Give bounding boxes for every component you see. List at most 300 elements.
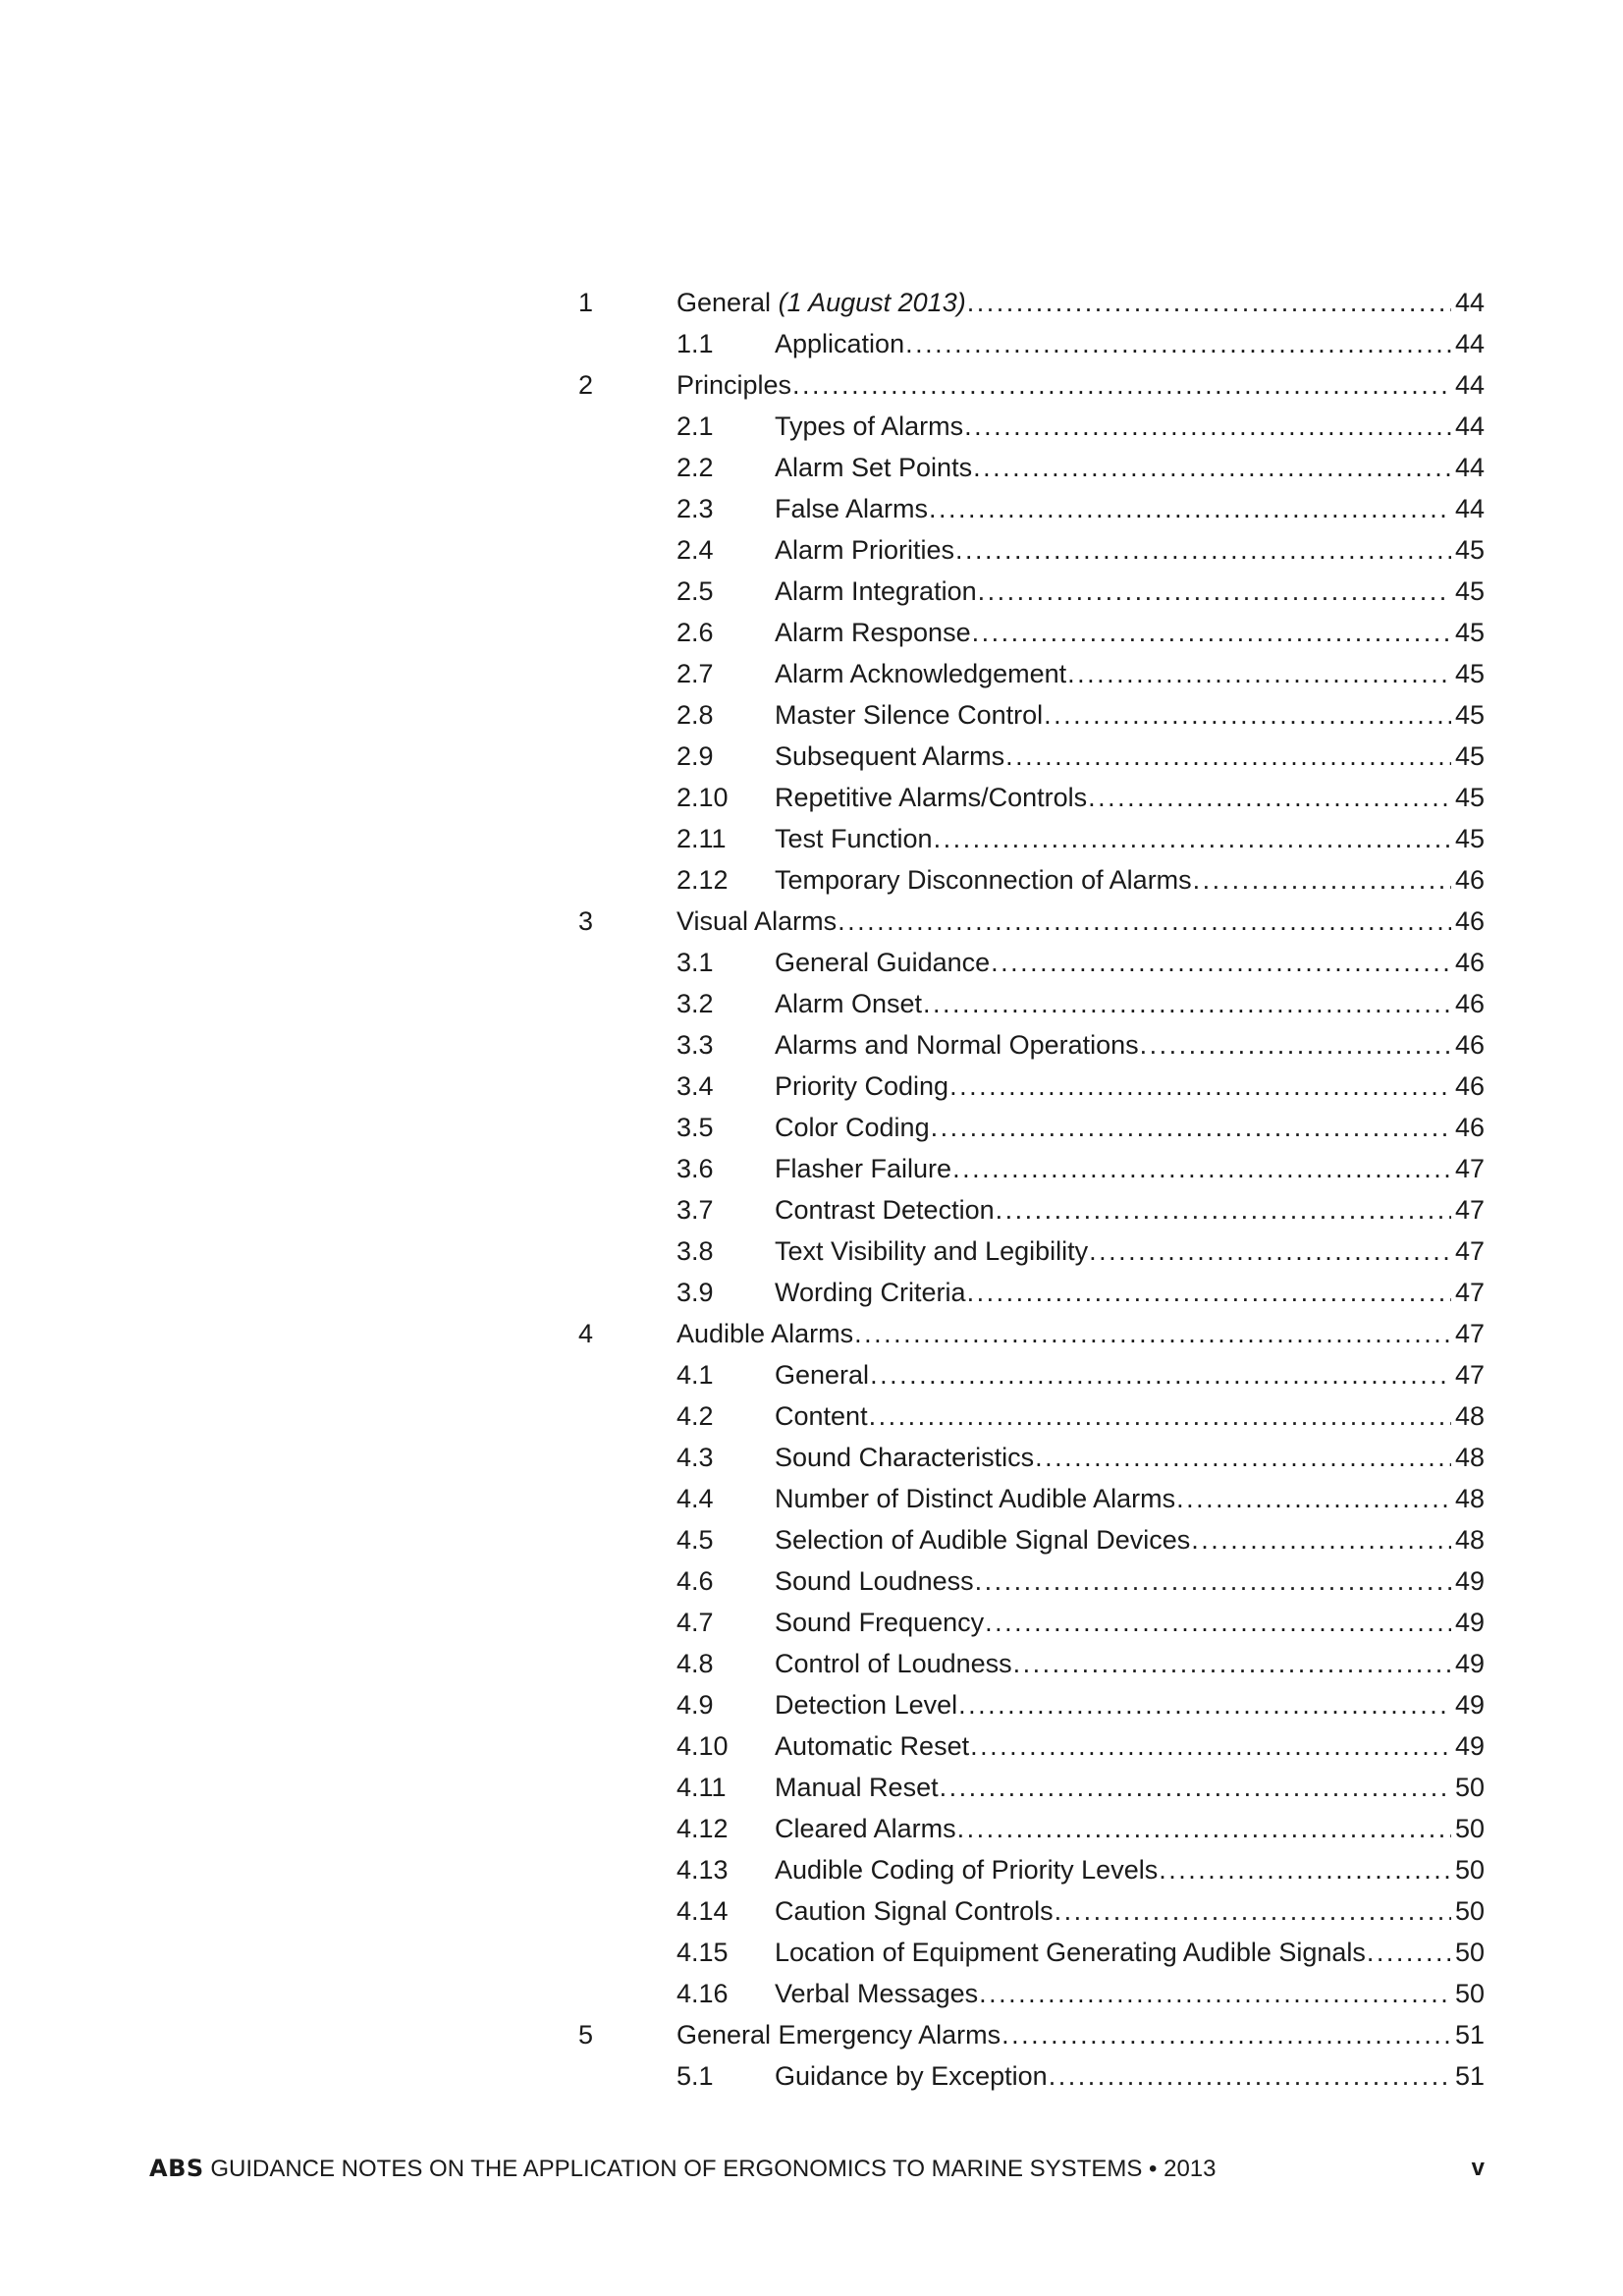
toc-entry-title-wrap bbox=[775, 1395, 868, 1437]
toc-entry-page: 47 bbox=[1454, 1236, 1485, 1266]
toc-entry-title-wrap bbox=[775, 1602, 984, 1643]
toc-entry-line bbox=[775, 1066, 1485, 1107]
dot-leader bbox=[931, 1107, 1451, 1148]
toc-entry-title: Content bbox=[775, 1401, 868, 1431]
toc-entry-title-wrap bbox=[775, 1973, 978, 2014]
toc-entry-line bbox=[775, 406, 1485, 447]
toc-entry-line bbox=[775, 1643, 1485, 1684]
dot-leader bbox=[979, 1973, 1451, 2014]
toc-entry-title-wrap bbox=[775, 736, 1004, 777]
toc-subsection-entry[interactable] bbox=[0, 1725, 1623, 1767]
toc-entry-title: Sound Frequency bbox=[775, 1608, 985, 1637]
toc-entry-number: 3.4 bbox=[676, 1071, 714, 1101]
toc-entry-title-wrap bbox=[775, 323, 904, 364]
toc-entry-title: Selection of Audible Signal Devices bbox=[775, 1525, 1191, 1555]
toc-entry-title: Verbal Messages bbox=[775, 1979, 979, 2008]
toc-entry-number: 4.6 bbox=[676, 1566, 714, 1596]
toc-entry-title-wrap bbox=[775, 1272, 966, 1313]
toc-entry-page: 47 bbox=[1454, 1278, 1485, 1307]
toc-subsection-entry[interactable] bbox=[0, 653, 1623, 694]
toc-entry-number: 4 bbox=[578, 1319, 594, 1348]
toc-entry-line bbox=[676, 901, 1485, 942]
toc-entry-title-wrap bbox=[775, 571, 977, 612]
toc-entry-number: 3.6 bbox=[676, 1154, 714, 1183]
dot-leader bbox=[1088, 777, 1451, 818]
toc-entry-page: 51 bbox=[1454, 2061, 1485, 2091]
toc-entry-title: Wording Criteria bbox=[775, 1278, 966, 1307]
toc-entry-line bbox=[775, 1890, 1485, 1932]
dot-leader bbox=[1191, 1519, 1451, 1560]
toc-entry-title-wrap bbox=[676, 901, 837, 942]
toc-entry-title: Sound Characteristics bbox=[775, 1443, 1035, 1472]
dot-leader bbox=[1044, 694, 1451, 736]
toc-entry-title-wrap bbox=[676, 2014, 1001, 2055]
toc-entry-page: 49 bbox=[1454, 1608, 1485, 1637]
toc-entry-title: Text Visibility and Legibility bbox=[775, 1236, 1089, 1266]
toc-entry-number: 2.1 bbox=[676, 411, 714, 441]
toc-entry-number: 2.11 bbox=[676, 824, 727, 853]
dot-leader bbox=[1005, 736, 1451, 777]
toc-entry-page: 49 bbox=[1454, 1731, 1485, 1761]
toc-entry-page: 45 bbox=[1454, 824, 1485, 853]
toc-subsection-entry[interactable] bbox=[0, 1354, 1623, 1395]
dot-leader bbox=[1055, 1890, 1451, 1932]
toc-subsection-entry[interactable] bbox=[0, 1643, 1623, 1684]
toc-entry-line bbox=[775, 694, 1485, 736]
toc-entry-line bbox=[775, 653, 1485, 694]
toc-entry-page: 50 bbox=[1454, 1814, 1485, 1843]
toc-entry-title: Cleared Alarms bbox=[775, 1814, 956, 1843]
toc-entry-title-wrap bbox=[775, 1066, 948, 1107]
footer-title: GUIDANCE NOTES ON THE APPLICATION OF ERGONOMICS TO MARINE SYSTEMS • 2013 bbox=[210, 2156, 1217, 2182]
toc-entry-title-wrap bbox=[775, 942, 990, 983]
toc-entry-title-wrap bbox=[775, 818, 933, 859]
toc-entry-title-wrap bbox=[775, 1767, 939, 1808]
toc-entry-page: 45 bbox=[1454, 659, 1485, 688]
dot-leader bbox=[958, 1684, 1451, 1725]
toc-subsection-entry[interactable] bbox=[0, 2055, 1623, 2097]
dot-leader bbox=[967, 282, 1451, 323]
toc-subsection-entry[interactable] bbox=[0, 1024, 1623, 1066]
toc-entry-title: Master Silence Control bbox=[775, 700, 1044, 730]
toc-subsection-entry[interactable] bbox=[0, 323, 1623, 364]
toc-entry-page: 46 bbox=[1454, 948, 1485, 977]
toc-entry-title: Subsequent Alarms bbox=[775, 741, 1005, 771]
dot-leader bbox=[1193, 859, 1451, 901]
toc-entry-number: 4.1 bbox=[676, 1360, 714, 1390]
toc-entry-page: 45 bbox=[1454, 741, 1485, 771]
dot-leader bbox=[978, 571, 1451, 612]
dot-leader bbox=[970, 1725, 1451, 1767]
toc-entry-line bbox=[775, 1437, 1485, 1478]
dot-leader bbox=[934, 818, 1451, 859]
toc-entry-page: 50 bbox=[1454, 1896, 1485, 1926]
toc-entry-title: Alarm Onset bbox=[775, 989, 923, 1018]
toc-entry-number: 1.1 bbox=[676, 329, 714, 358]
toc-entry-line bbox=[775, 1973, 1485, 2014]
toc-entry-page: 45 bbox=[1454, 700, 1485, 730]
table-of-contents bbox=[0, 282, 1623, 2097]
toc-entry-title-wrap bbox=[775, 1643, 1012, 1684]
toc-entry-title: False Alarms bbox=[775, 494, 929, 523]
toc-entry-line bbox=[775, 1024, 1485, 1066]
toc-entry-number: 4.2 bbox=[676, 1401, 714, 1431]
toc-entry-title-wrap bbox=[775, 529, 954, 571]
dot-leader bbox=[957, 1808, 1451, 1849]
toc-entry-number: 2.10 bbox=[676, 783, 729, 812]
dot-leader bbox=[905, 323, 1451, 364]
toc-entry-page: 50 bbox=[1454, 1855, 1485, 1885]
dot-leader bbox=[1013, 1643, 1451, 1684]
dot-leader bbox=[996, 1189, 1451, 1230]
toc-entry-line bbox=[775, 1230, 1485, 1272]
toc-entry-title-wrap bbox=[775, 1437, 1034, 1478]
toc-entry-line bbox=[775, 1808, 1485, 1849]
toc-entry-number: 3.7 bbox=[676, 1195, 714, 1225]
dot-leader bbox=[967, 1272, 1451, 1313]
toc-subsection-entry[interactable] bbox=[0, 983, 1623, 1024]
toc-entry-title-wrap bbox=[775, 1684, 957, 1725]
toc-entry-title-wrap bbox=[775, 1932, 1366, 1973]
toc-entry-number: 2.4 bbox=[676, 535, 714, 565]
toc-entry-number: 5.1 bbox=[676, 2061, 714, 2091]
toc-entry-title-wrap bbox=[775, 1478, 1175, 1519]
toc-entry-number: 4.8 bbox=[676, 1649, 714, 1678]
toc-subsection-entry[interactable] bbox=[0, 1395, 1623, 1437]
toc-entry-title: Audible Coding of Priority Levels bbox=[775, 1855, 1159, 1885]
toc-entry-title: General Guidance bbox=[775, 948, 991, 977]
toc-entry-title: General Emergency Alarms bbox=[676, 2020, 1001, 2050]
toc-entry-number: 2.12 bbox=[676, 865, 729, 895]
toc-subsection-entry[interactable] bbox=[0, 1478, 1623, 1519]
toc-entry-title: General bbox=[775, 1360, 870, 1390]
toc-entry-title-wrap bbox=[775, 777, 1087, 818]
toc-entry-title: Principles bbox=[676, 370, 792, 400]
toc-entry-page: 44 bbox=[1454, 329, 1485, 358]
toc-entry-line bbox=[775, 818, 1485, 859]
toc-entry-title: Test Function bbox=[775, 824, 933, 853]
dot-leader bbox=[1035, 1437, 1451, 1478]
toc-entry-number: 4.14 bbox=[676, 1896, 729, 1926]
toc-entry-title: Location of Equipment Generating Audible Signals bbox=[775, 1938, 1366, 1967]
toc-section-entry[interactable] bbox=[0, 282, 1623, 323]
toc-entry-number: 3.9 bbox=[676, 1278, 714, 1307]
toc-entry-line bbox=[775, 1519, 1485, 1560]
toc-entry-page: 48 bbox=[1454, 1484, 1485, 1513]
toc-subsection-entry[interactable] bbox=[0, 1560, 1623, 1602]
toc-entry-line bbox=[775, 1395, 1485, 1437]
toc-entry-page: 51 bbox=[1454, 2020, 1485, 2050]
toc-entry-title-wrap bbox=[775, 488, 928, 529]
toc-subsection-entry[interactable] bbox=[0, 612, 1623, 653]
toc-entry-title-wrap bbox=[775, 1519, 1190, 1560]
toc-entry-line bbox=[775, 1354, 1485, 1395]
toc-entry-title: Alarm Priorities bbox=[775, 535, 955, 565]
toc-entry-page: 48 bbox=[1454, 1443, 1485, 1472]
toc-entry-page: 45 bbox=[1454, 618, 1485, 647]
toc-entry-number: 4.15 bbox=[676, 1938, 729, 1967]
toc-entry-title: Control of Loudness bbox=[775, 1649, 1012, 1678]
toc-entry-page: 47 bbox=[1454, 1195, 1485, 1225]
toc-entry-title-note: (1 August 2013) bbox=[778, 288, 966, 317]
toc-entry-page: 50 bbox=[1454, 1938, 1485, 1967]
toc-entry-number: 4.4 bbox=[676, 1484, 714, 1513]
toc-entry-line bbox=[775, 571, 1485, 612]
toc-entry-title: Manual Reset bbox=[775, 1773, 939, 1802]
toc-subsection-entry[interactable] bbox=[0, 818, 1623, 859]
toc-entry-page: 46 bbox=[1454, 1030, 1485, 1060]
toc-entry-line bbox=[775, 1767, 1485, 1808]
toc-entry-line bbox=[775, 1602, 1485, 1643]
toc-subsection-entry[interactable] bbox=[0, 1849, 1623, 1890]
toc-subsection-entry[interactable] bbox=[0, 1808, 1623, 1849]
toc-entry-line bbox=[775, 447, 1485, 488]
dot-leader bbox=[1067, 653, 1451, 694]
toc-entry-number: 4.3 bbox=[676, 1443, 714, 1472]
toc-entry-page: 50 bbox=[1454, 1773, 1485, 1802]
toc-subsection-entry[interactable] bbox=[0, 488, 1623, 529]
dot-leader bbox=[991, 942, 1451, 983]
toc-subsection-entry[interactable] bbox=[0, 1890, 1623, 1932]
toc-entry-line bbox=[775, 1272, 1485, 1313]
dot-leader bbox=[1176, 1478, 1451, 1519]
toc-entry-line bbox=[775, 1189, 1485, 1230]
toc-entry-number: 4.7 bbox=[676, 1608, 714, 1637]
toc-entry-title-wrap bbox=[775, 1230, 1088, 1272]
toc-entry-line bbox=[775, 1148, 1485, 1189]
toc-entry-line bbox=[775, 1560, 1485, 1602]
toc-entry-title: Alarm Response bbox=[775, 618, 971, 647]
toc-entry-line bbox=[775, 1107, 1485, 1148]
toc-entry-line bbox=[676, 282, 1485, 323]
toc-entry-title: Temporary Disconnection of Alarms bbox=[775, 865, 1192, 895]
dot-leader bbox=[869, 1395, 1451, 1437]
toc-entry-number: 4.12 bbox=[676, 1814, 729, 1843]
toc-subsection-entry[interactable] bbox=[0, 529, 1623, 571]
toc-entry-line bbox=[775, 777, 1485, 818]
toc-entry-page: 44 bbox=[1454, 453, 1485, 482]
toc-entry-title-wrap bbox=[775, 1189, 995, 1230]
toc-entry-title-wrap bbox=[775, 859, 1192, 901]
toc-entry-number: 4.9 bbox=[676, 1690, 714, 1720]
toc-entry-line bbox=[775, 736, 1485, 777]
toc-entry-line bbox=[775, 2055, 1485, 2097]
toc-entry-line bbox=[676, 1313, 1485, 1354]
toc-entry-title-wrap bbox=[775, 406, 963, 447]
toc-entry-title: Repetitive Alarms/Controls bbox=[775, 783, 1088, 812]
toc-entry-title: Types of Alarms bbox=[775, 411, 964, 441]
toc-entry-page: 49 bbox=[1454, 1566, 1485, 1596]
toc-entry-title: Alarm Integration bbox=[775, 576, 977, 606]
toc-entry-title-wrap bbox=[775, 1148, 951, 1189]
toc-entry-title: Alarm Acknowledgement bbox=[775, 659, 1067, 688]
dot-leader bbox=[854, 1313, 1451, 1354]
toc-entry-number: 3.2 bbox=[676, 989, 714, 1018]
toc-entry-line bbox=[676, 2014, 1485, 2055]
toc-entry-title-wrap bbox=[775, 1890, 1054, 1932]
toc-entry-page: 46 bbox=[1454, 1071, 1485, 1101]
toc-entry-page: 44 bbox=[1454, 288, 1485, 317]
dot-leader bbox=[975, 1560, 1451, 1602]
footer-page-number: v bbox=[1471, 2155, 1485, 2181]
toc-entry-page: 46 bbox=[1454, 906, 1485, 936]
toc-entry-title-wrap bbox=[775, 1354, 869, 1395]
dot-leader bbox=[1049, 2055, 1451, 2097]
toc-entry-page: 49 bbox=[1454, 1690, 1485, 1720]
toc-entry-title-wrap bbox=[775, 1107, 930, 1148]
toc-entry-number: 2 bbox=[578, 370, 594, 400]
toc-subsection-entry[interactable] bbox=[0, 1767, 1623, 1808]
toc-entry-page: 45 bbox=[1454, 576, 1485, 606]
toc-entry-title-wrap bbox=[775, 653, 1066, 694]
toc-entry-page: 48 bbox=[1454, 1525, 1485, 1555]
toc-entry-line bbox=[775, 1684, 1485, 1725]
toc-entry-title-wrap bbox=[775, 694, 1043, 736]
toc-entry-page: 49 bbox=[1454, 1649, 1485, 1678]
toc-subsection-entry[interactable] bbox=[0, 1437, 1623, 1478]
toc-entry-title: Flasher Failure bbox=[775, 1154, 952, 1183]
toc-entry-number: 1 bbox=[578, 288, 594, 317]
toc-subsection-entry[interactable] bbox=[0, 571, 1623, 612]
toc-entry-title: Number of Distinct Audible Alarms bbox=[775, 1484, 1176, 1513]
toc-entry-title: Alarm Set Points bbox=[775, 453, 973, 482]
toc-entry-title: Alarms and Normal Operations bbox=[775, 1030, 1139, 1060]
toc-entry-page: 46 bbox=[1454, 865, 1485, 895]
toc-entry-page: 47 bbox=[1454, 1154, 1485, 1183]
toc-entry-number: 4.16 bbox=[676, 1979, 729, 2008]
toc-entry-line bbox=[775, 1725, 1485, 1767]
toc-entry-line bbox=[775, 983, 1485, 1024]
toc-entry-line bbox=[775, 1932, 1485, 1973]
dot-leader bbox=[838, 901, 1451, 942]
toc-subsection-entry[interactable] bbox=[0, 777, 1623, 818]
toc-entry-title: Visual Alarms bbox=[676, 906, 838, 936]
toc-entry-title-wrap bbox=[775, 2055, 1048, 2097]
toc-entry-line bbox=[775, 1478, 1485, 1519]
toc-subsection-entry[interactable] bbox=[0, 1932, 1623, 1973]
toc-entry-line bbox=[775, 488, 1485, 529]
toc-entry-title: Detection Level bbox=[775, 1690, 958, 1720]
dot-leader bbox=[949, 1066, 1451, 1107]
toc-section-entry[interactable] bbox=[0, 1313, 1623, 1354]
toc-entry-line bbox=[775, 529, 1485, 571]
toc-entry-title: Sound Loudness bbox=[775, 1566, 974, 1596]
toc-entry-title-wrap bbox=[775, 1560, 974, 1602]
toc-section-entry[interactable] bbox=[0, 901, 1623, 942]
toc-entry-number: 3.1 bbox=[676, 948, 714, 977]
dot-leader bbox=[1159, 1849, 1451, 1890]
toc-entry-number: 3.3 bbox=[676, 1030, 714, 1060]
toc-entry-title-wrap bbox=[676, 1313, 853, 1354]
toc-subsection-entry[interactable] bbox=[0, 1519, 1623, 1560]
toc-entry-title-wrap bbox=[775, 612, 971, 653]
toc-entry-number: 4.13 bbox=[676, 1855, 729, 1885]
toc-subsection-entry[interactable] bbox=[0, 447, 1623, 488]
toc-subsection-entry[interactable] bbox=[0, 1973, 1623, 2014]
dot-leader bbox=[973, 447, 1451, 488]
toc-entry-line bbox=[775, 942, 1485, 983]
toc-subsection-entry[interactable] bbox=[0, 694, 1623, 736]
toc-entry-title: Application bbox=[775, 329, 905, 358]
toc-entry-line bbox=[775, 1849, 1485, 1890]
toc-entry-number: 3.5 bbox=[676, 1113, 714, 1142]
toc-section-entry[interactable] bbox=[0, 2014, 1623, 2055]
toc-subsection-entry[interactable] bbox=[0, 1684, 1623, 1725]
toc-subsection-entry[interactable] bbox=[0, 1602, 1623, 1643]
toc-entry-title-wrap bbox=[676, 282, 966, 323]
toc-entry-title: Guidance by Exception bbox=[775, 2061, 1048, 2091]
toc-entry-title-wrap bbox=[775, 1808, 956, 1849]
toc-entry-number: 4.11 bbox=[676, 1773, 727, 1802]
toc-entry-number: 3.8 bbox=[676, 1236, 714, 1266]
toc-entry-title-wrap bbox=[775, 447, 972, 488]
toc-entry-title: Caution Signal Controls bbox=[775, 1896, 1054, 1926]
dot-leader bbox=[929, 488, 1451, 529]
toc-entry-title: Priority Coding bbox=[775, 1071, 949, 1101]
toc-entry-number: 2.6 bbox=[676, 618, 714, 647]
dot-leader bbox=[972, 612, 1451, 653]
toc-entry-number: 4.10 bbox=[676, 1731, 729, 1761]
toc-entry-page: 50 bbox=[1454, 1979, 1485, 2008]
toc-entry-line bbox=[775, 612, 1485, 653]
toc-subsection-entry[interactable] bbox=[0, 859, 1623, 901]
footer-brand: ABS bbox=[149, 2155, 204, 2182]
toc-section-entry[interactable] bbox=[0, 364, 1623, 406]
toc-entry-number: 5 bbox=[578, 2020, 594, 2050]
toc-entry-title-wrap bbox=[775, 1849, 1158, 1890]
toc-entry-title-wrap bbox=[775, 983, 922, 1024]
toc-subsection-entry[interactable] bbox=[0, 1272, 1623, 1313]
toc-subsection-entry[interactable] bbox=[0, 1066, 1623, 1107]
toc-entry-line bbox=[676, 364, 1485, 406]
toc-subsection-entry[interactable] bbox=[0, 1107, 1623, 1148]
toc-entry-title-wrap bbox=[775, 1725, 969, 1767]
toc-entry-number: 2.2 bbox=[676, 453, 714, 482]
toc-entry-page: 46 bbox=[1454, 989, 1485, 1018]
toc-entry-page: 44 bbox=[1454, 370, 1485, 400]
toc-subsection-entry[interactable] bbox=[0, 1189, 1623, 1230]
toc-subsection-entry[interactable] bbox=[0, 1148, 1623, 1189]
toc-entry-title: Color Coding bbox=[775, 1113, 930, 1142]
toc-entry-page: 47 bbox=[1454, 1319, 1485, 1348]
toc-entry-line bbox=[775, 859, 1485, 901]
toc-entry-title-wrap bbox=[775, 1024, 1139, 1066]
toc-entry-line bbox=[775, 323, 1485, 364]
toc-entry-page: 47 bbox=[1454, 1360, 1485, 1390]
toc-entry-page: 44 bbox=[1454, 494, 1485, 523]
dot-leader bbox=[1367, 1932, 1451, 1973]
toc-entry-number: 2.5 bbox=[676, 576, 714, 606]
toc-entry-number: 2.8 bbox=[676, 700, 714, 730]
toc-subsection-entry[interactable] bbox=[0, 406, 1623, 447]
toc-subsection-entry[interactable] bbox=[0, 942, 1623, 983]
toc-subsection-entry[interactable] bbox=[0, 736, 1623, 777]
toc-subsection-entry[interactable] bbox=[0, 1230, 1623, 1272]
dot-leader bbox=[792, 364, 1451, 406]
toc-entry-title-wrap bbox=[676, 364, 791, 406]
toc-entry-number: 3 bbox=[578, 906, 594, 936]
dot-leader bbox=[955, 529, 1451, 571]
toc-entry-page: 44 bbox=[1454, 411, 1485, 441]
dot-leader bbox=[923, 983, 1451, 1024]
toc-entry-page: 45 bbox=[1454, 535, 1485, 565]
dot-leader bbox=[985, 1602, 1451, 1643]
dot-leader bbox=[952, 1148, 1451, 1189]
dot-leader bbox=[964, 406, 1451, 447]
dot-leader bbox=[1001, 2014, 1451, 2055]
toc-entry-number: 4.5 bbox=[676, 1525, 714, 1555]
dot-leader bbox=[1089, 1230, 1451, 1272]
